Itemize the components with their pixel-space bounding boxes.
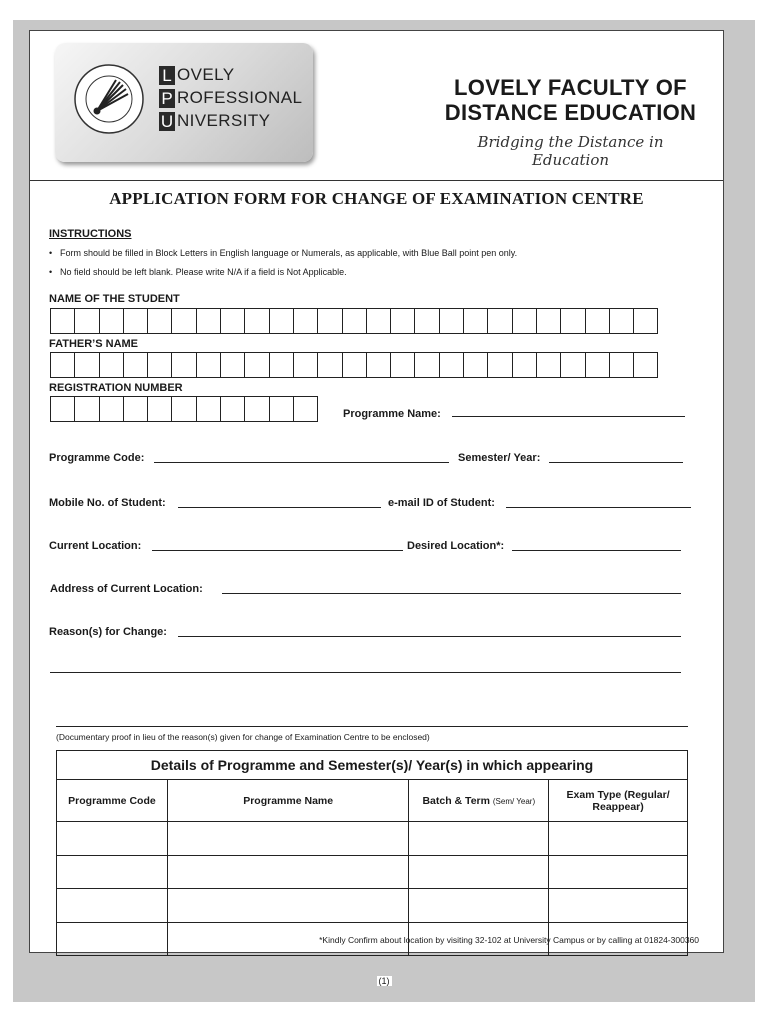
father-name-label: FATHER’S NAME <box>49 338 139 350</box>
section-divider <box>56 721 688 727</box>
col-programme-name: Programme Name <box>167 780 409 822</box>
current-location-label: Current Location: <box>49 540 142 552</box>
table-cell[interactable] <box>57 855 168 889</box>
address-field[interactable] <box>222 582 681 594</box>
mobile-label: Mobile No. of Student: <box>49 497 166 509</box>
logo-letter-u: U <box>160 111 174 131</box>
desired-location-field[interactable] <box>512 539 681 551</box>
header-divider <box>30 180 723 181</box>
email-field[interactable] <box>506 496 691 508</box>
col-exam-type: Exam Type (Regular/ Reappear) <box>549 780 688 822</box>
programme-name-label: Programme Name: <box>343 408 441 420</box>
table-cell[interactable] <box>409 889 549 923</box>
table-cell[interactable] <box>549 822 688 856</box>
location-footnote: *Kindly Confirm about location by visiting 32-102 at University Campus or by calling at 01824-300360 <box>319 935 699 945</box>
tagline: Bridging the Distance in Education <box>477 133 664 169</box>
table-cell[interactable] <box>57 889 168 923</box>
reason-field-line2[interactable] <box>50 665 681 673</box>
col-programme-code: Programme Code <box>57 780 168 822</box>
registration-number-boxes[interactable] <box>51 396 318 422</box>
table-cell[interactable] <box>167 889 409 923</box>
faculty-title-block <box>438 75 703 169</box>
mobile-field[interactable] <box>178 496 381 508</box>
table-cell[interactable] <box>409 855 549 889</box>
instruction-item: • No field should be left blank. Please write N/A if a field is Not Applicable. <box>49 267 347 277</box>
page-number: (1) <box>378 976 390 986</box>
table-cell[interactable] <box>549 889 688 923</box>
father-name-boxes[interactable] <box>51 352 658 378</box>
programme-name-field[interactable] <box>452 405 685 417</box>
faculty-title-line2: DISTANCE EDUCATION <box>444 100 697 125</box>
reason-label: Reason(s) for Change: <box>49 626 167 638</box>
email-label: e-mail ID of Student: <box>388 497 495 509</box>
programme-code-label: Programme Code: <box>49 452 145 464</box>
registration-number-label: REGISTRATION NUMBER <box>49 382 183 394</box>
university-seal-icon <box>73 63 145 135</box>
table-cell[interactable] <box>57 822 168 856</box>
table-cell[interactable] <box>549 855 688 889</box>
semester-year-field[interactable] <box>549 451 683 463</box>
table-row <box>57 889 688 923</box>
address-label: Address of Current Location: <box>50 583 203 595</box>
instructions-heading: INSTRUCTIONS <box>49 228 132 240</box>
instruction-item: • Form should be filled in Block Letters in English language or Numerals, as applicable, with Blue Ball point pen only. <box>49 248 518 258</box>
form-title: APPLICATION FORM FOR CHANGE OF EXAMINATION CENTRE <box>109 189 644 208</box>
student-name-label: NAME OF THE STUDENT <box>49 293 180 305</box>
table-caption: Details of Programme and Semester(s)/ Year(s) in which appearing <box>57 751 688 780</box>
programme-code-field[interactable] <box>154 451 449 463</box>
col-batch-term: Batch & Term (Sem/ Year) <box>409 780 549 822</box>
faculty-title-line1: LOVELY FACULTY OF <box>454 75 687 100</box>
logo-word-university: NIVERSITY <box>177 111 271 130</box>
table-row <box>57 855 688 889</box>
logo-word-professional: ROFESSIONAL <box>177 88 303 107</box>
reason-field-line1[interactable] <box>178 625 681 637</box>
university-logo <box>55 43 313 162</box>
programme-details-table <box>56 750 688 956</box>
semester-year-label: Semester/ Year: <box>458 452 541 464</box>
desired-location-label: Desired Location*: <box>407 540 505 552</box>
application-form-sheet <box>29 30 724 953</box>
logo-letter-p: P <box>159 89 175 108</box>
table-cell[interactable] <box>167 822 409 856</box>
logo-word-lovely: OVELY <box>177 65 235 84</box>
student-name-boxes[interactable] <box>51 308 658 334</box>
logo-letter-l: L <box>159 66 175 85</box>
proof-note: (Documentary proof in lieu of the reason(s) given for change of Examination Centre to be enclosed) <box>56 732 430 742</box>
table-cell[interactable] <box>409 822 549 856</box>
current-location-field[interactable] <box>152 539 403 551</box>
table-cell[interactable] <box>57 922 168 956</box>
table-cell[interactable] <box>167 855 409 889</box>
table-row <box>57 822 688 856</box>
